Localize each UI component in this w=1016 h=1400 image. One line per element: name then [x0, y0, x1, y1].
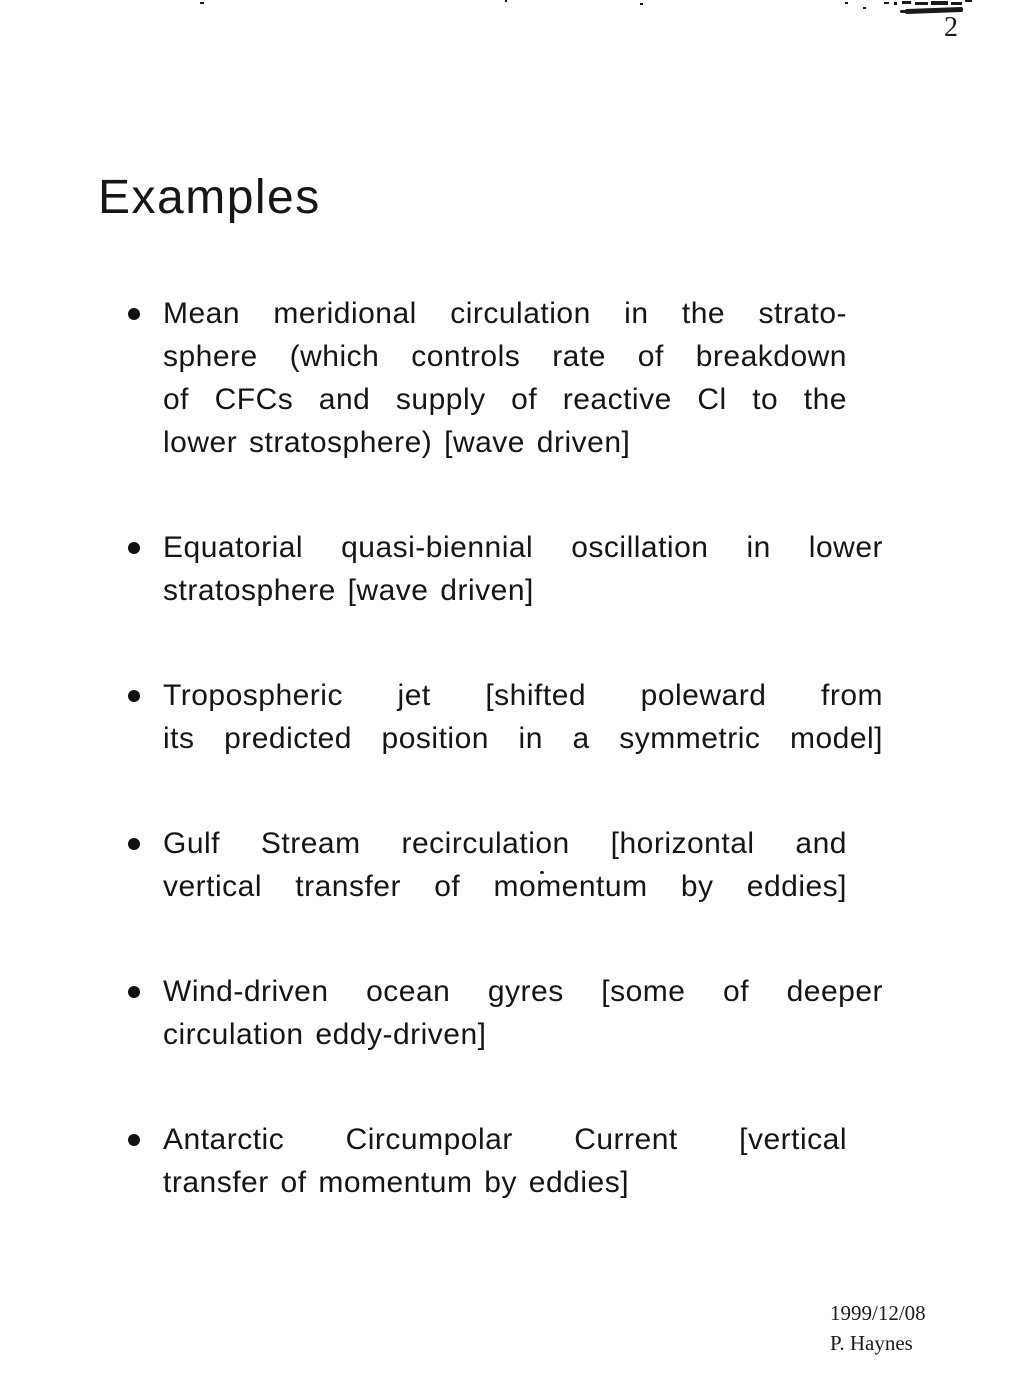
scan-artifact-dot: [505, 0, 507, 2]
bullet-icon: [128, 308, 140, 320]
bullet-line: Antarctic Circumpolar Current [vertical: [163, 1123, 847, 1156]
bullet-icon: [128, 838, 140, 850]
scan-artifact-dash: [951, 2, 962, 5]
scan-artifact-dot: [200, 2, 204, 4]
bullet-line: vertical transfer of momentum by eddies]: [163, 870, 847, 903]
bullet-item: [128, 292, 883, 464]
bullet-icon: [128, 986, 140, 998]
scan-artifact-dash: [894, 2, 897, 5]
footer-author: P. Haynes: [830, 1331, 913, 1355]
bullet-text: [163, 526, 883, 612]
scan-artifact-dash: [965, 0, 972, 2]
bullet-line: Tropospheric jet [shifted poleward from: [163, 679, 883, 712]
bullet-line: lower stratosphere) [wave driven]: [163, 426, 631, 459]
bullet-item: [128, 674, 883, 760]
scan-artifact-dot: [845, 2, 848, 4]
page-number: 2: [944, 12, 958, 43]
bullet-text: [163, 1118, 847, 1204]
scan-artifact-dash: [884, 2, 889, 4]
bullet-list: [128, 292, 883, 1266]
bullet-line: sphere (which controls rate of breakdown: [163, 340, 847, 373]
page-title: Examples: [98, 171, 321, 224]
bullet-text: [163, 292, 847, 464]
footer-date: 1999/12/08: [830, 1301, 926, 1325]
bullet-text: [163, 822, 847, 908]
bullet-line: stratosphere [wave driven]: [163, 574, 534, 607]
bullet-item: [128, 970, 883, 1056]
bullet-line: of CFCs and supply of reactive Cl to the: [163, 383, 847, 416]
bullet-item: [128, 1118, 883, 1204]
bullet-line: Wind-driven ocean gyres [some of deeper: [163, 975, 883, 1008]
bullet-line: transfer of momentum by eddies]: [163, 1166, 630, 1199]
bullet-item: [128, 526, 883, 612]
bullet-line: Mean meridional circulation in the strato-: [163, 297, 847, 330]
scan-artifact-dash: [902, 1, 911, 4]
bullet-text: [163, 970, 883, 1056]
scan-artifact-dot: [640, 3, 643, 5]
bullet-line: its predicted position in a symmetric model]: [163, 722, 883, 755]
bullet-line: Gulf Stream recirculation [horizontal and: [163, 827, 847, 860]
footer: [830, 1298, 926, 1358]
bullet-line: Equatorial quasi-biennial oscillation in lower: [163, 531, 883, 564]
bullet-text: [163, 674, 883, 760]
bullet-icon: [128, 690, 140, 702]
scan-artifact-dot: [863, 7, 866, 9]
bullet-icon: [128, 1134, 140, 1146]
scan-artifact-smear: [900, 10, 908, 13]
scan-artifact-dash: [931, 1, 948, 5]
scan-artifact-dash: [915, 2, 928, 5]
bullet-icon: [128, 542, 140, 554]
bullet-item: [128, 822, 883, 908]
bullet-line: circulation eddy-driven]: [163, 1018, 487, 1051]
